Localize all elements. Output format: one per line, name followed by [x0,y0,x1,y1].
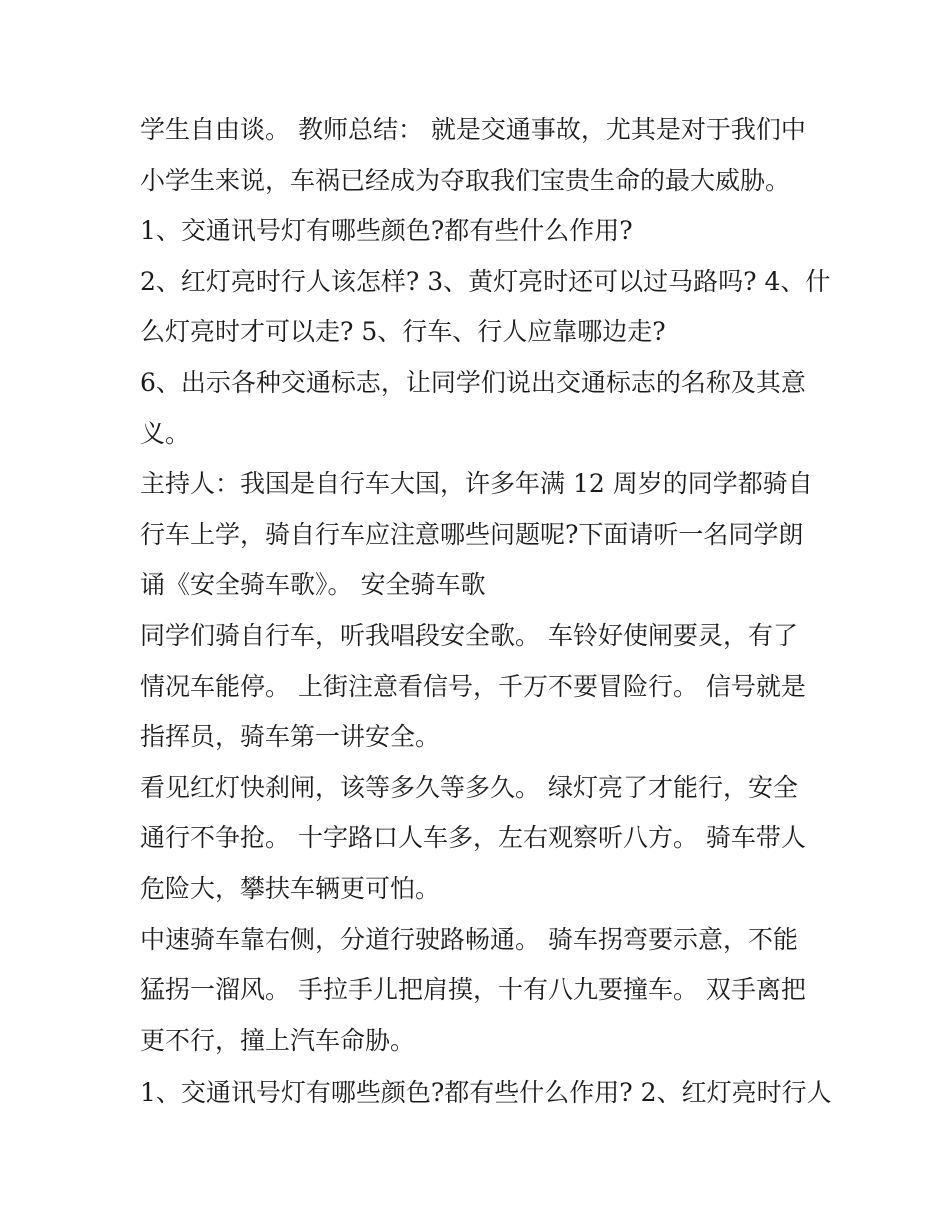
text-line: 1、交通讯号灯有哪些颜色?都有些什么作用? 2、红灯亮时行人 [140,1078,832,1107]
text-line: 更不行，撞上汽车命胁。 [140,1026,416,1055]
text-line: 学生自由谈。 教师总结： 就是交通事故，尤其是对于我们中 [140,115,806,144]
text-line: 义。 [140,419,191,448]
text-line: 同学们骑自行车，听我唱段安全歌。 车铃好使闸要灵，有了 [140,621,798,650]
text-line: 猛拐一溜风。 手拉手儿把肩摸，十有八九要撞车。 双手离把 [140,975,806,1004]
text-line: 看见红灯快刹闸，该等多久等多久。 绿灯亮了才能行，安全 [140,773,798,802]
text-line: 1、交通讯号灯有哪些颜色?都有些什么作用? [140,216,633,245]
text-line: 2、红灯亮时行人该怎样? 3、黄灯亮时还可以过马路吗? 4、什 [140,267,831,296]
text-line: 6、出示各种交通标志，让同学们说出交通标志的名称及其意 [140,368,806,397]
text-line: 主持人：我国是自行车大国，许多年满 12 周岁的同学都骑自 [140,469,813,498]
text-line: 通行不争抢。 十字路口人车多，左右观察听八方。 骑车带人 [140,823,806,852]
text-line: 诵《安全骑车歌》。 安全骑车歌 [140,570,486,599]
text-line: 危险大，攀扶车辆更可怕。 [140,874,441,903]
text-line: 行车上学，骑自行车应注意哪些问题呢?下面请听一名同学朗 [140,520,804,549]
text-line: 中速骑车靠右侧，分道行驶路畅通。 骑车拐弯要示意，不能 [140,925,798,954]
text-line: 么灯亮时才可以走? 5、行车、行人应靠哪边走? [140,317,666,346]
text-line: 情况车能停。 上街注意看信号，千万不要冒险行。 信号就是 [140,672,806,701]
text-line: 指挥员，骑车第一讲安全。 [140,722,441,751]
text-line: 小学生来说，车祸已经成为夺取我们宝贵生命的最大威胁。 [140,166,791,195]
